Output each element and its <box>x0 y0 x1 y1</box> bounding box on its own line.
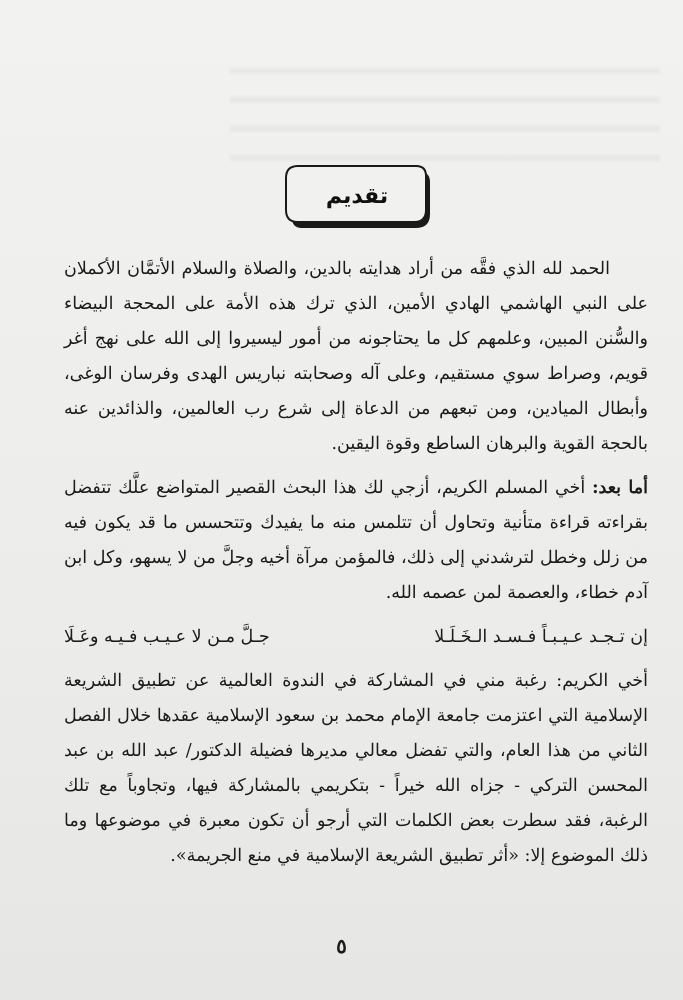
paragraph-praise: الحمد لله الذي فقَّه من أراد هدايته بالدين، والصلاة والسلام الأتمَّان الأكملان على النبي الهاشمي الهادي الأمين، الذي ترك هذه الأمة على المحجة البيضاء والسُّنن المبين، وعلمهم كل ما يحتاجونه من أمور ليسيروا إلى الله على نهج أغر قويم، وصراط سوي مستقيم، وعلى آله وصحابته نباريس الهدى وفرسان الوغى، وأبطال الميادين، ومن تبعهم من الدعاة إلى شرع رب العالمين، والذائدين عنه بالحجة القوية والبرهان الساطع وقوة اليقين. <box>64 259 648 454</box>
body-text <box>64 252 648 883</box>
bleed-through-shadow <box>230 45 660 165</box>
section-title-frame <box>284 162 432 236</box>
paragraph-amma-baad <box>64 471 648 611</box>
verse-second-hemistich: جـلَّ مـن لا عـيـب فـيـه وعَـلَا <box>64 627 270 647</box>
paragraph-body: أخي المسلم الكريم، أزجي لك هذا البحث القصير المتواضع علَّك تتفضل بقراءته قراءة متأنية وتحاول أن تتلمس منه ما يفيدك وتتحسس ما قد يكون فيه من زلل وخطل لترشدني إلى ذلك، فالمؤمن مرآة أخيه وجلَّ من لا يسهو، وكل ابن آدم خطاء، والعصمة لمن عصمه الله. <box>64 478 648 603</box>
paragraph-lead: أما بعد: <box>592 478 648 498</box>
paragraph-conference: أخي الكريم: رغبة مني في المشاركة في الندوة العالمية عن تطبيق الشريعة الإسلامية التي اعتزمت جامعة الإمام محمد بن سعود الإسلامية عقدها خلال الفصل الثاني من هذا العام، والتي تفضل معالي مديرها فضيلة الدكتور/ عبد الله بن عبد المحسن التركي - جزاه الله خيراً - بتكريمي بالمشاركة فيها، وتجاوباً مع تلك الرغبة، فقد سطرت بعض الكلمات التي أرجو أن تكون معبرة في موضوعها وما ذلك الموضوع إلا: «أثر تطبيق الشريعة الإسلامية في منع الجريمة». <box>64 671 648 866</box>
section-title: تقديم <box>325 183 389 209</box>
page-number: ٥ <box>336 934 347 958</box>
poetry-verse <box>64 620 648 655</box>
verse-first-hemistich: إن تـجـد عـيـبـاً فـسـد الـخَـلَـلا <box>434 627 648 647</box>
